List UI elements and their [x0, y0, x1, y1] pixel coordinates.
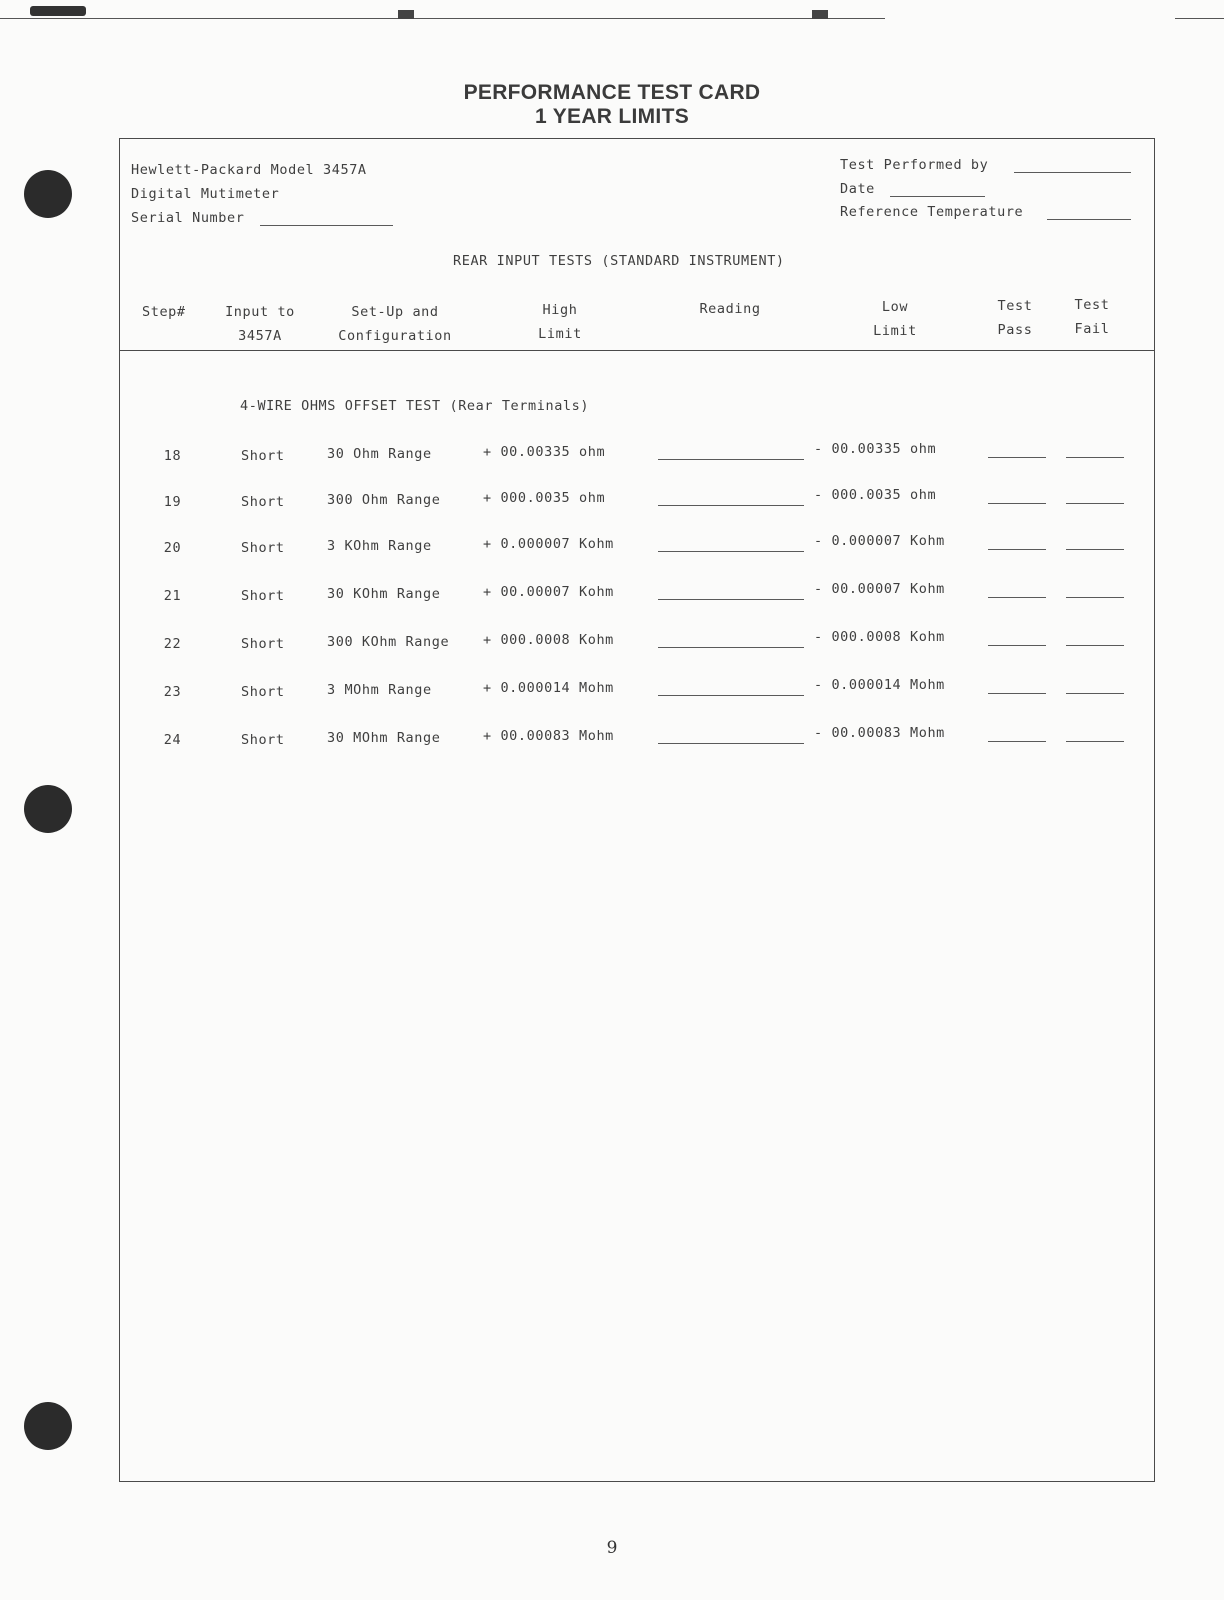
- row-low-limit: - 00.00007 Kohm: [814, 581, 945, 597]
- row-step: 23: [163, 684, 182, 700]
- col-setup-line1: Set-Up and: [351, 304, 439, 320]
- row-input: Short: [241, 732, 285, 748]
- row-high-limit: + 00.00335 ohm: [483, 444, 606, 460]
- row-input: Short: [241, 540, 285, 556]
- col-fail-line2: Fail: [1074, 321, 1110, 337]
- row-step: 21: [163, 588, 182, 604]
- group-title: 4-WIRE OHMS OFFSET TEST (Rear Terminals): [240, 398, 590, 414]
- row-low-limit: - 000.0035 ohm: [814, 487, 937, 503]
- scan-artifact: [398, 10, 414, 19]
- row-reading-field[interactable]: [658, 505, 804, 506]
- col-high-line2: Limit: [538, 326, 582, 342]
- row-reading-field[interactable]: [658, 459, 804, 460]
- serial-number-label: Serial Number: [131, 210, 245, 226]
- col-setup-line2: Configuration: [338, 328, 452, 344]
- scan-artifact: [0, 18, 885, 19]
- col-low-line2: Limit: [873, 323, 917, 339]
- col-pass-line1: Test: [997, 298, 1033, 314]
- row-fail-field[interactable]: [1066, 741, 1124, 742]
- row-input: Short: [241, 636, 285, 652]
- page-subtitle: 1 YEAR LIMITS: [534, 105, 690, 128]
- col-high-line1: High: [542, 302, 578, 318]
- row-high-limit: + 00.00007 Kohm: [483, 584, 614, 600]
- date-label: Date: [840, 181, 875, 197]
- row-step: 19: [163, 494, 182, 510]
- row-reading-field[interactable]: [658, 599, 804, 600]
- row-pass-field[interactable]: [988, 457, 1046, 458]
- row-reading-field[interactable]: [658, 695, 804, 696]
- scan-artifact: [30, 6, 86, 16]
- row-input: Short: [241, 448, 285, 464]
- row-low-limit: - 00.00335 ohm: [814, 441, 937, 457]
- row-pass-field[interactable]: [988, 549, 1046, 550]
- row-step: 18: [163, 448, 182, 464]
- col-input-line1: Input to: [225, 304, 295, 320]
- performed-by-field[interactable]: [1014, 172, 1131, 173]
- col-reading: Reading: [699, 301, 761, 317]
- row-fail-field[interactable]: [1066, 597, 1124, 598]
- row-input: Short: [241, 588, 285, 604]
- row-low-limit: - 0.000007 Kohm: [814, 533, 945, 549]
- header-divider: [119, 350, 1155, 351]
- page-number: 9: [606, 1538, 618, 1558]
- row-pass-field[interactable]: [988, 741, 1046, 742]
- row-config: 300 KOhm Range: [327, 634, 450, 650]
- row-fail-field[interactable]: [1066, 503, 1124, 504]
- row-config: 30 KOhm Range: [327, 586, 441, 602]
- row-config: 3 MOhm Range: [327, 682, 432, 698]
- row-config: 30 Ohm Range: [327, 446, 432, 462]
- row-fail-field[interactable]: [1066, 645, 1124, 646]
- binder-hole: [24, 1402, 72, 1450]
- row-low-limit: - 0.000014 Mohm: [814, 677, 945, 693]
- scan-artifact: [1175, 18, 1224, 19]
- row-pass-field[interactable]: [988, 597, 1046, 598]
- row-high-limit: + 0.000014 Mohm: [483, 680, 614, 696]
- row-high-limit: + 0.000007 Kohm: [483, 536, 614, 552]
- scan-artifact: [812, 10, 828, 19]
- row-input: Short: [241, 494, 285, 510]
- performed-by-label: Test Performed by: [840, 157, 989, 173]
- row-input: Short: [241, 684, 285, 700]
- reference-temperature-field[interactable]: [1047, 219, 1131, 220]
- row-reading-field[interactable]: [658, 551, 804, 552]
- row-reading-field[interactable]: [658, 743, 804, 744]
- section-title: REAR INPUT TESTS (STANDARD INSTRUMENT): [453, 253, 785, 269]
- col-fail-line1: Test: [1074, 297, 1110, 313]
- row-high-limit: + 000.0008 Kohm: [483, 632, 614, 648]
- col-pass-line2: Pass: [997, 322, 1033, 338]
- row-step: 24: [163, 732, 182, 748]
- instrument-type: Digital Mutimeter: [131, 186, 280, 202]
- reference-temperature-label: Reference Temperature: [840, 204, 1024, 220]
- page-title: PERFORMANCE TEST CARD: [463, 81, 761, 104]
- row-high-limit: + 00.00083 Mohm: [483, 728, 614, 744]
- row-fail-field[interactable]: [1066, 549, 1124, 550]
- row-pass-field[interactable]: [988, 645, 1046, 646]
- binder-hole: [24, 170, 72, 218]
- instrument-model: Hewlett-Packard Model 3457A: [131, 162, 367, 178]
- row-pass-field[interactable]: [988, 693, 1046, 694]
- row-config: 3 KOhm Range: [327, 538, 432, 554]
- date-field[interactable]: [890, 196, 985, 197]
- serial-number-field[interactable]: [260, 225, 393, 226]
- row-step: 22: [163, 636, 182, 652]
- row-step: 20: [163, 540, 182, 556]
- col-step: Step#: [142, 304, 186, 320]
- row-config: 300 Ohm Range: [327, 492, 441, 508]
- row-pass-field[interactable]: [988, 503, 1046, 504]
- binder-hole: [24, 785, 72, 833]
- col-low-line1: Low: [881, 299, 909, 315]
- row-reading-field[interactable]: [658, 647, 804, 648]
- col-input-line2: 3457A: [238, 328, 282, 344]
- row-low-limit: - 000.0008 Kohm: [814, 629, 945, 645]
- row-fail-field[interactable]: [1066, 457, 1124, 458]
- row-high-limit: + 000.0035 ohm: [483, 490, 606, 506]
- row-config: 30 MOhm Range: [327, 730, 441, 746]
- row-low-limit: - 00.00083 Mohm: [814, 725, 945, 741]
- row-fail-field[interactable]: [1066, 693, 1124, 694]
